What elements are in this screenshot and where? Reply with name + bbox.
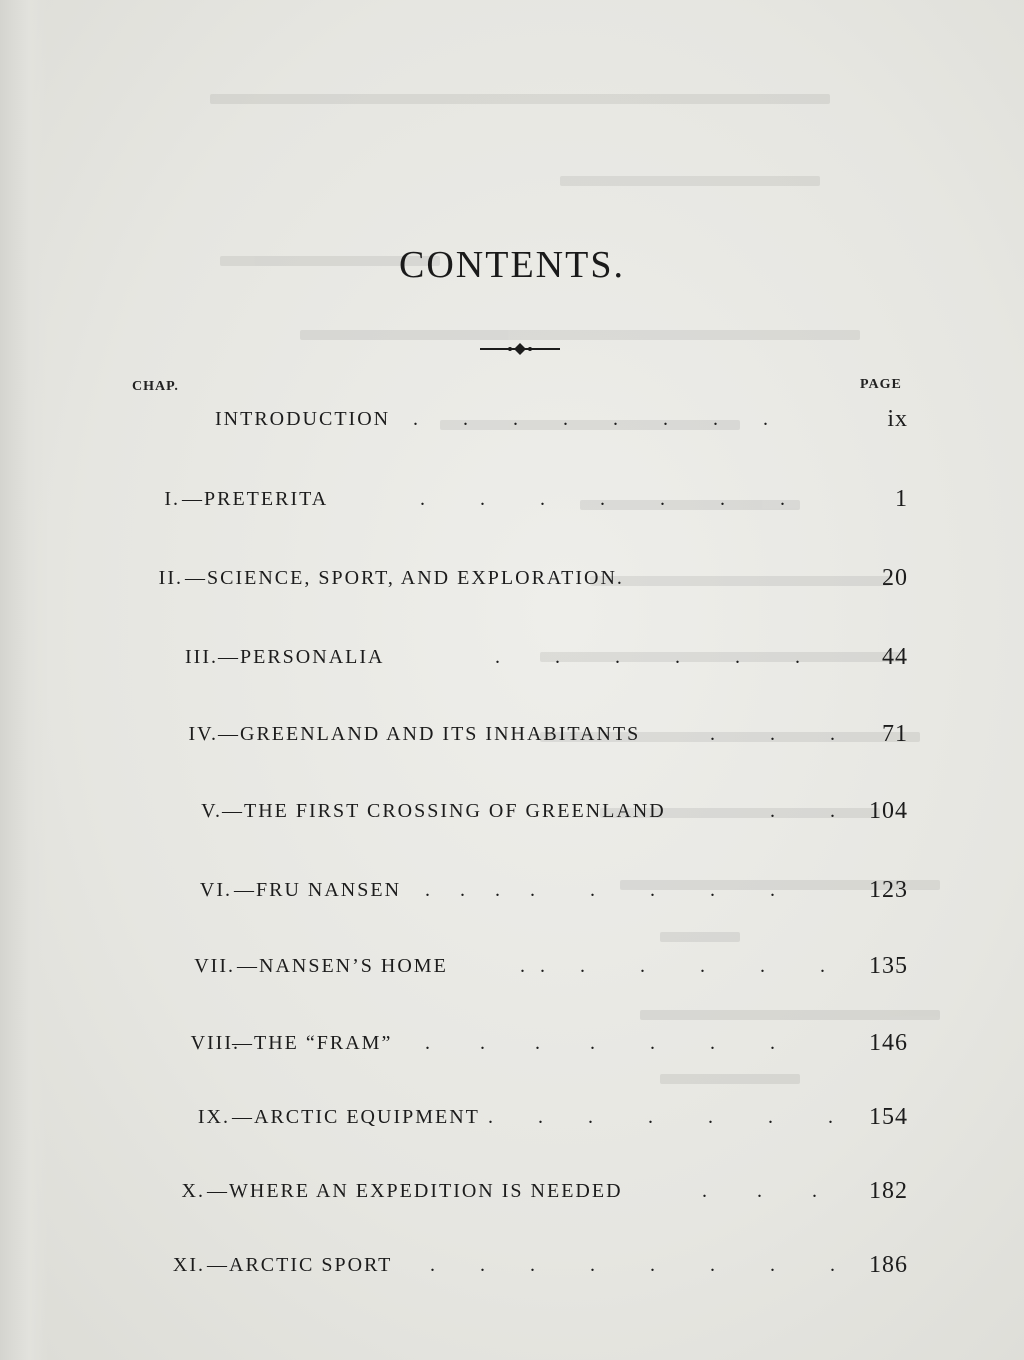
page-number: 20 [882,565,908,591]
chapter-title: —THE “FRAM” [232,1032,393,1054]
chapter-title: —FRU NANSEN [234,879,402,901]
dot-leader: . . . . . . . . [425,879,775,901]
chapter-number: I. [164,488,180,510]
chapter-number: VII. [194,955,235,977]
dot-leader: . . . . . . . . [408,408,768,430]
chapter-title: —NANSEN’S HOME [237,955,448,977]
chapter-title: —ARCTIC SPORT [207,1254,393,1276]
ornament-divider-icon [480,339,560,359]
toc-entry [120,1180,920,1210]
page-column-label: PAGE [860,377,902,392]
toc-entry [120,1032,920,1062]
page-number: 104 [869,798,908,824]
toc-entry [120,723,920,753]
toc-entry [120,879,920,909]
chapter-number: IV. [188,723,218,745]
chapter-number: VI. [199,879,232,901]
page-number: 71 [882,721,908,747]
dot-leader: . . . . . . . [488,1106,833,1128]
toc-entry [120,1254,920,1284]
page-number: ix [887,406,908,432]
page-number: 44 [882,644,908,670]
chapter-number: VIII. [190,1032,240,1054]
dot-leader: . . . . . . [495,646,800,668]
chapter-title: INTRODUCTION [215,408,391,430]
binding-shadow [0,0,48,1360]
page-number: 186 [869,1252,908,1278]
contents-heading: CONTENTS. [399,244,625,286]
chapter-number: III. [185,646,218,668]
page-number: 154 [869,1104,908,1130]
chapter-title: —THE FIRST CROSSING OF GREENLAND [222,800,666,822]
page-number: 146 [869,1030,908,1056]
page-number: 135 [869,953,908,979]
dot-leader: . . . [710,723,835,745]
dot-leader: . . [770,800,835,822]
chapter-title: —WHERE AN EXPEDITION IS NEEDED [207,1180,623,1202]
toc-entry [120,408,920,438]
chapter-number: XI. [172,1254,205,1276]
chapter-number: IX. [197,1106,230,1128]
chapter-column-label: CHAP. [132,379,179,394]
dot-leader: . . . . . . . [520,955,825,977]
chapter-title: —SCIENCE, SPORT, AND EXPLORATION. [185,567,624,589]
toc-entry [120,646,920,676]
page-number: 123 [869,877,908,903]
dot-leader: . . . . . . . [425,1032,775,1054]
chapter-number: X. [181,1180,205,1202]
dot-leader: . . . . . . . [420,488,785,510]
chapter-number: II. [158,567,183,589]
chapter-title: —ARCTIC EQUIPMENT [232,1106,480,1128]
page-number: 1 [895,486,908,512]
dot-leader: . . . . . . . . [430,1254,835,1276]
chapter-title: —GREENLAND AND ITS INHABITANTS [218,723,641,745]
toc-entry [120,1106,920,1136]
toc-entry [120,488,920,518]
chapter-title: —PRETERITA [182,488,329,510]
chapter-number: V. [201,800,222,822]
toc-entry [120,567,920,597]
dot-leader: . . . [702,1180,817,1202]
page-number: 182 [869,1178,908,1204]
toc-entry [120,800,920,830]
chapter-title: —PERSONALIA [218,646,385,668]
show-through-text [120,0,1020,1360]
toc-entry [120,955,920,985]
